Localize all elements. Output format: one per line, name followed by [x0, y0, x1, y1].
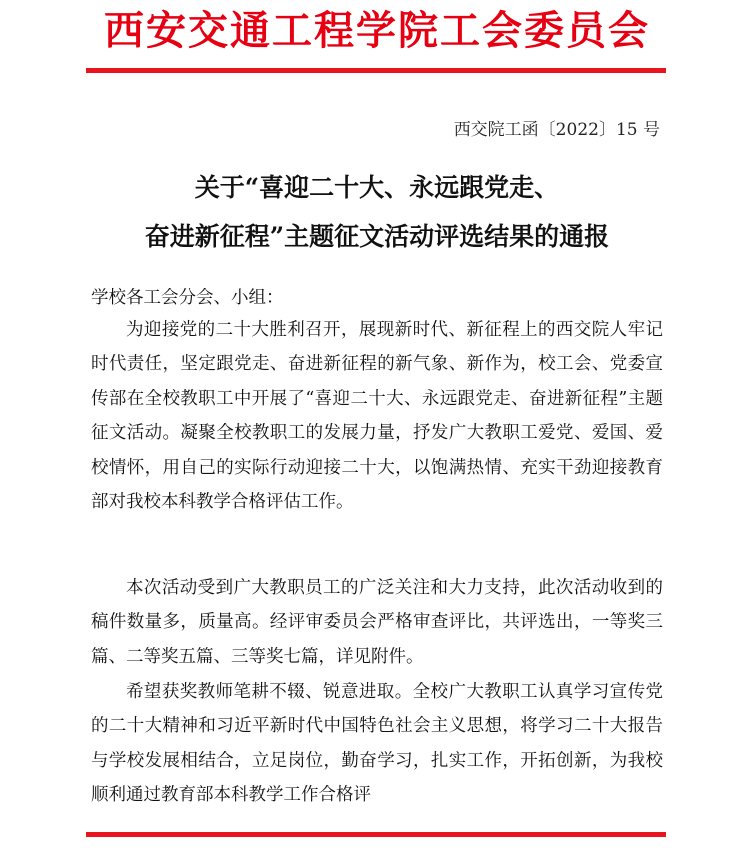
headline-line-2: 奋进新征程”主题征文活动评选结果的通报: [144, 222, 610, 251]
footer-red-rule: [86, 832, 666, 837]
header-red-rule: [86, 68, 666, 73]
headline-line-1: 关于“喜迎二十大、永远跟党走、: [194, 173, 560, 202]
body-paragraph: 为迎接党的二十大胜利召开，展现新时代、新征程上的西交院人牢记时代责任，坚定跟党走、奋进新征程的新气象、新作为，校工会、党委宣传部在全校教职工中开展了“喜迎二十大、永远跟党走、奋进新征程”主题征文活动。凝聚全校教职工的发展力量，抒发广大教职工爱党、爱国、爱校情怀，用自己的实际行动迎接二十大，以饱满热情、充实干劲迎接教育部对我校本科教学合格评估工作。: [91, 320, 663, 513]
salutation: 学校各工会分会、小组：: [91, 288, 284, 308]
body-paragraph: 希望获奖教师笔耕不辍、锐意进取。全校广大教职工认真学习宣传党的二十大精神和习近平新时代中国特色社会主义思想，将学习二十大报告与学校发展相结合，立足岗位，勤奋学习，扎实工作，开拓创新，为我校顺利通过教育部本科教学工作合格评: [91, 682, 663, 806]
body-paragraph: 本次活动受到广大教职员工的广泛关注和大力支持，此次活动收到的稿件数量多，质量高。经评审委员会严格审查评比，共评选出，一等奖三篇、二等奖五篇、三等奖七篇，详见附件。: [91, 578, 663, 667]
org-header-title: 西安交通工程学院工会委员会: [104, 7, 650, 54]
document-number: 西交院工函〔2022〕15 号: [453, 120, 660, 140]
